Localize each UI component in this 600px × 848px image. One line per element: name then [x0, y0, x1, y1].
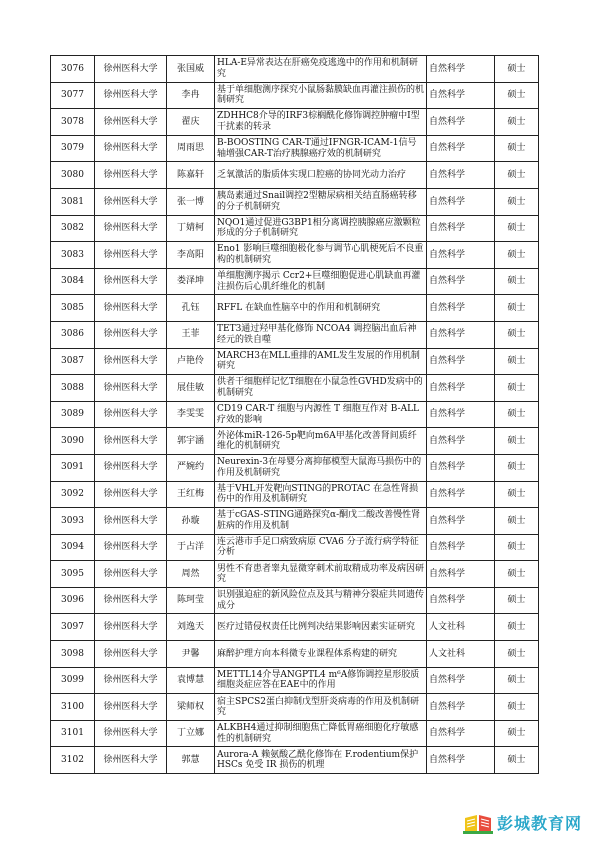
student-name: 丁婧柯 — [167, 215, 215, 242]
row-number: 3100 — [51, 694, 95, 721]
degree-level: 硕士 — [495, 162, 539, 189]
project-title: 供者干细胞样记忆T细胞在小鼠急性GVHD发病中的机制研究 — [215, 375, 427, 402]
student-name: 王红梅 — [167, 481, 215, 508]
student-name: 尹馨 — [167, 641, 215, 668]
row-number: 3080 — [51, 162, 95, 189]
degree-level: 硕士 — [495, 454, 539, 481]
student-name: 翟庆 — [167, 109, 215, 136]
degree-level: 硕士 — [495, 747, 539, 774]
project-title: MARCH3在MLL重排的AML发生发展的作用机制研究 — [215, 348, 427, 375]
student-name: 卢艳伶 — [167, 348, 215, 375]
project-title: 胰岛素通过Snail调控2型糖尿病相关结直肠癌转移的分子机制研究 — [215, 188, 427, 215]
university: 徐州医科大学 — [95, 614, 167, 641]
degree-level: 硕士 — [495, 667, 539, 694]
subject-field: 自然科学 — [427, 428, 495, 455]
row-number: 3088 — [51, 375, 95, 402]
table-row — [51, 162, 539, 189]
student-name: 丁立娜 — [167, 720, 215, 747]
student-name: 刘逸天 — [167, 614, 215, 641]
degree-level: 硕士 — [495, 587, 539, 614]
row-number: 3085 — [51, 295, 95, 322]
university: 徐州医科大学 — [95, 82, 167, 109]
table-row — [51, 375, 539, 402]
university: 徐州医科大学 — [95, 720, 167, 747]
project-title: 麻醉护理方向本科微专业课程体系构建的研究 — [215, 641, 427, 668]
university: 徐州医科大学 — [95, 587, 167, 614]
university: 徐州医科大学 — [95, 534, 167, 561]
project-title: HLA-E异常表达在肝癌免疫逃逸中的作用和机制研究 — [215, 56, 427, 83]
student-name: 郭慧 — [167, 747, 215, 774]
degree-level: 硕士 — [495, 481, 539, 508]
student-name: 陈珂莹 — [167, 587, 215, 614]
student-name: 王菲 — [167, 321, 215, 348]
degree-level: 硕士 — [495, 56, 539, 83]
row-number: 3081 — [51, 188, 95, 215]
subject-field: 自然科学 — [427, 215, 495, 242]
degree-level: 硕士 — [495, 348, 539, 375]
table-row — [51, 348, 539, 375]
subject-field: 自然科学 — [427, 694, 495, 721]
table-row — [51, 135, 539, 162]
subject-field: 自然科学 — [427, 720, 495, 747]
table-row — [51, 667, 539, 694]
project-title: Aurora-A 赖氨酸乙酰化修饰在 F.rodentium保护 HSCs 免受 IR 损伤的机理 — [215, 747, 427, 774]
table-row — [51, 587, 539, 614]
row-number: 3089 — [51, 401, 95, 428]
table-row — [51, 321, 539, 348]
project-title: 单细胞测序揭示 Ccr2+巨噬细胞促进心肌缺血再灌注损伤后心肌纤维化的机制 — [215, 268, 427, 295]
subject-field: 自然科学 — [427, 56, 495, 83]
project-title: B-BOOSTING CAR-T通过IFNGR-ICAM-1信号轴增强CAR-T治疗胰腺癌疗效的机制研究 — [215, 135, 427, 162]
university: 徐州医科大学 — [95, 109, 167, 136]
university: 徐州医科大学 — [95, 242, 167, 269]
university: 徐州医科大学 — [95, 694, 167, 721]
subject-field: 自然科学 — [427, 401, 495, 428]
university: 徐州医科大学 — [95, 321, 167, 348]
university: 徐州医科大学 — [95, 401, 167, 428]
results-table — [50, 55, 539, 774]
student-name: 周雨思 — [167, 135, 215, 162]
student-name: 郭宇涵 — [167, 428, 215, 455]
subject-field: 自然科学 — [427, 561, 495, 588]
degree-level: 硕士 — [495, 694, 539, 721]
table-row — [51, 109, 539, 136]
project-title: 医疗过错侵权责任比例判决结果影响因素实证研究 — [215, 614, 427, 641]
subject-field: 自然科学 — [427, 454, 495, 481]
university: 徐州医科大学 — [95, 215, 167, 242]
row-number: 3101 — [51, 720, 95, 747]
project-title: ZDHHC8介导的IRF3棕榈酰化修饰调控肿瘤中I型干扰素的转录 — [215, 109, 427, 136]
row-number: 3094 — [51, 534, 95, 561]
degree-level: 硕士 — [495, 614, 539, 641]
subject-field: 自然科学 — [427, 747, 495, 774]
project-title: 基于单细胞测序探究小鼠肠黏膜缺血再灌注损伤的机制研究 — [215, 82, 427, 109]
degree-level: 硕士 — [495, 215, 539, 242]
subject-field: 自然科学 — [427, 242, 495, 269]
student-name: 张一博 — [167, 188, 215, 215]
university: 徐州医科大学 — [95, 375, 167, 402]
table-row — [51, 641, 539, 668]
subject-field: 自然科学 — [427, 508, 495, 535]
table-row — [51, 82, 539, 109]
subject-field: 自然科学 — [427, 135, 495, 162]
university: 徐州医科大学 — [95, 268, 167, 295]
university: 徐州医科大学 — [95, 454, 167, 481]
row-number: 3084 — [51, 268, 95, 295]
subject-field: 自然科学 — [427, 268, 495, 295]
project-title: Eno1 影响巨噬细胞极化参与调节心肌梗死后不良重构的机制研究 — [215, 242, 427, 269]
project-title: 宿主SPCS2蛋白抑制戊型肝炎病毒的作用及机制研究 — [215, 694, 427, 721]
subject-field: 自然科学 — [427, 348, 495, 375]
subject-field: 人文社科 — [427, 614, 495, 641]
row-number: 3093 — [51, 508, 95, 535]
row-number: 3078 — [51, 109, 95, 136]
degree-level: 硕士 — [495, 375, 539, 402]
table-row — [51, 481, 539, 508]
student-name: 展佳敏 — [167, 375, 215, 402]
university: 徐州医科大学 — [95, 135, 167, 162]
project-title: NQO1通过促进G3BP1相分离调控胰腺癌应激颗粒形成的分子机制研究 — [215, 215, 427, 242]
row-number: 3092 — [51, 481, 95, 508]
student-name: 孙璇 — [167, 508, 215, 535]
row-number: 3095 — [51, 561, 95, 588]
table-row — [51, 454, 539, 481]
university: 徐州医科大学 — [95, 747, 167, 774]
table-row — [51, 56, 539, 83]
degree-level: 硕士 — [495, 428, 539, 455]
university: 徐州医科大学 — [95, 295, 167, 322]
student-name: 袁博慧 — [167, 667, 215, 694]
degree-level: 硕士 — [495, 508, 539, 535]
university: 徐州医科大学 — [95, 481, 167, 508]
degree-level: 硕士 — [495, 242, 539, 269]
degree-level: 硕士 — [495, 534, 539, 561]
project-title: TET3通过羟甲基化修饰 NCOA4 调控脑出血后神经元的铁自噬 — [215, 321, 427, 348]
project-title: 基于VHL开发靶向STING的PROTAC 在急性肾损伤中的作用及机制研究 — [215, 481, 427, 508]
subject-field: 自然科学 — [427, 481, 495, 508]
degree-level: 硕士 — [495, 401, 539, 428]
project-title: 基于cGAS-STING通路探究α-酮戊二酸改善慢性肾脏病的作用及机制 — [215, 508, 427, 535]
table-row — [51, 401, 539, 428]
degree-level: 硕士 — [495, 321, 539, 348]
degree-level: 硕士 — [495, 268, 539, 295]
university: 徐州医科大学 — [95, 508, 167, 535]
table-row — [51, 747, 539, 774]
project-title: 男性不育患者睾丸显微穿刺术前取精成功率及病因研究 — [215, 561, 427, 588]
student-name: 李高阳 — [167, 242, 215, 269]
row-number: 3097 — [51, 614, 95, 641]
subject-field: 人文社科 — [427, 641, 495, 668]
student-name: 娄泽坤 — [167, 268, 215, 295]
student-name: 李冉 — [167, 82, 215, 109]
book-logo-icon — [463, 812, 493, 834]
degree-level: 硕士 — [495, 720, 539, 747]
table-row — [51, 188, 539, 215]
table-row — [51, 534, 539, 561]
project-title: 连云港市手足口病致病原 CVA6 分子流行病学特征分析 — [215, 534, 427, 561]
table-row — [51, 295, 539, 322]
student-name: 周然 — [167, 561, 215, 588]
subject-field: 自然科学 — [427, 109, 495, 136]
table-row — [51, 428, 539, 455]
watermark — [463, 811, 582, 834]
project-title: RFFL 在缺血性脑卒中的作用和机制研究 — [215, 295, 427, 322]
row-number: 3098 — [51, 641, 95, 668]
degree-level: 硕士 — [495, 641, 539, 668]
project-title: CD19 CAR-T 细胞与内源性 T 细胞互作对 B-ALL 疗效的影响 — [215, 401, 427, 428]
project-title: ALKBH4通过抑制细胞焦亡降低胃癌细胞化疗敏感性的机制研究 — [215, 720, 427, 747]
university: 徐州医科大学 — [95, 162, 167, 189]
subject-field: 自然科学 — [427, 375, 495, 402]
subject-field: 自然科学 — [427, 162, 495, 189]
student-name: 严婉约 — [167, 454, 215, 481]
project-title: 识别强迫症的新风险位点及其与精神分裂症共同遗传成分 — [215, 587, 427, 614]
row-number: 3099 — [51, 667, 95, 694]
student-name: 张国威 — [167, 56, 215, 83]
university: 徐州医科大学 — [95, 641, 167, 668]
degree-level: 硕士 — [495, 135, 539, 162]
project-title: Neurexin-3在母婴分离抑郁模型大鼠海马损伤中的作用及机制研究 — [215, 454, 427, 481]
project-title: METTL14介导ANGPTL4 m⁶A修饰调控星形胶质细胞炎症应答在EAE中的作用 — [215, 667, 427, 694]
subject-field: 自然科学 — [427, 82, 495, 109]
degree-level: 硕士 — [495, 295, 539, 322]
university: 徐州医科大学 — [95, 56, 167, 83]
row-number: 3086 — [51, 321, 95, 348]
degree-level: 硕士 — [495, 188, 539, 215]
university: 徐州医科大学 — [95, 428, 167, 455]
student-name: 于占洋 — [167, 534, 215, 561]
student-name: 陈嘉轩 — [167, 162, 215, 189]
table-row — [51, 720, 539, 747]
university: 徐州医科大学 — [95, 188, 167, 215]
project-title: 外泌体miR-126-5p靶向m6A甲基化改善肾间质纤维化的机制研究 — [215, 428, 427, 455]
row-number: 3077 — [51, 82, 95, 109]
project-title: 乏氧激活的脂质体实现口腔癌的协同光动力治疗 — [215, 162, 427, 189]
row-number: 3079 — [51, 135, 95, 162]
table-row — [51, 694, 539, 721]
student-name: 李雯雯 — [167, 401, 215, 428]
table-row — [51, 268, 539, 295]
table-row — [51, 508, 539, 535]
row-number: 3087 — [51, 348, 95, 375]
university: 徐州医科大学 — [95, 561, 167, 588]
degree-level: 硕士 — [495, 82, 539, 109]
university: 徐州医科大学 — [95, 667, 167, 694]
university: 徐州医科大学 — [95, 348, 167, 375]
subject-field: 自然科学 — [427, 188, 495, 215]
table-row — [51, 561, 539, 588]
row-number: 3102 — [51, 747, 95, 774]
watermark-text: 彭城教育网 — [496, 814, 582, 833]
row-number: 3083 — [51, 242, 95, 269]
row-number: 3076 — [51, 56, 95, 83]
degree-level: 硕士 — [495, 561, 539, 588]
subject-field: 自然科学 — [427, 587, 495, 614]
table-row — [51, 614, 539, 641]
table-body — [51, 56, 539, 774]
subject-field: 自然科学 — [427, 534, 495, 561]
table-row — [51, 242, 539, 269]
row-number: 3090 — [51, 428, 95, 455]
student-name: 孔钰 — [167, 295, 215, 322]
subject-field: 自然科学 — [427, 295, 495, 322]
table-row — [51, 215, 539, 242]
row-number: 3082 — [51, 215, 95, 242]
student-name: 梁师权 — [167, 694, 215, 721]
row-number: 3091 — [51, 454, 95, 481]
degree-level: 硕士 — [495, 109, 539, 136]
row-number: 3096 — [51, 587, 95, 614]
subject-field: 自然科学 — [427, 321, 495, 348]
subject-field: 自然科学 — [427, 667, 495, 694]
